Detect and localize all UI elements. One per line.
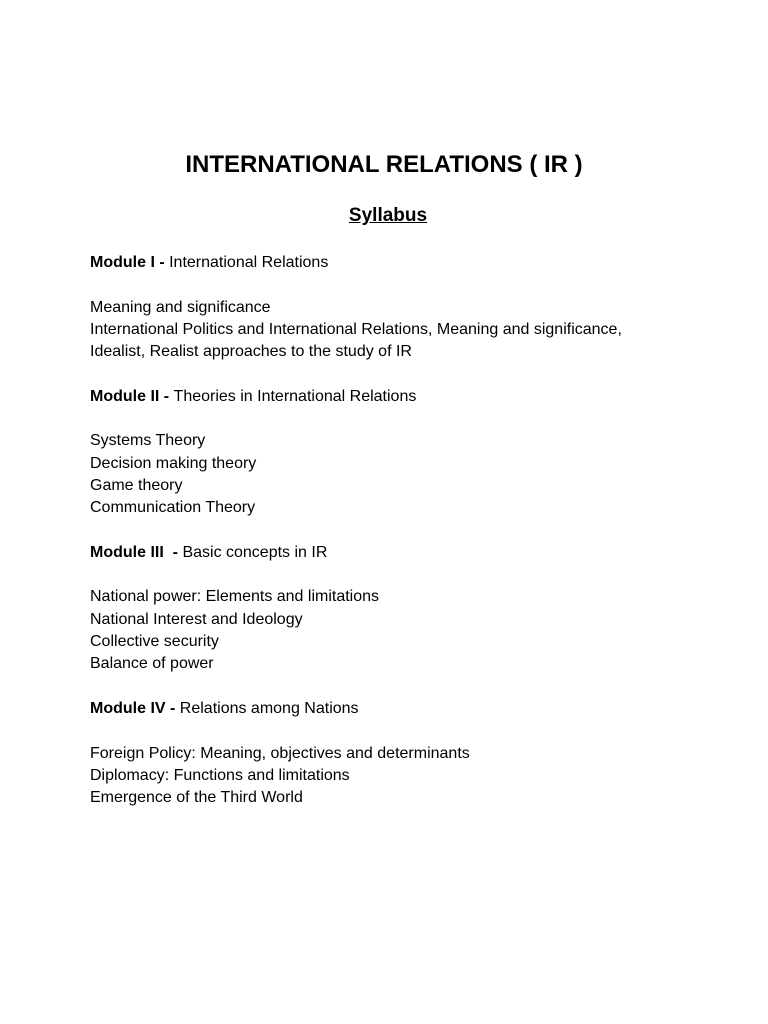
module-heading [90, 698, 730, 720]
module-label: Module I - [90, 254, 170, 271]
module-heading [90, 542, 730, 564]
document-subtitle: Syllabus [348, 205, 428, 226]
topic-item: Emergence of the Third World [90, 789, 303, 807]
module-topic: Theories in International Relations [173, 387, 417, 405]
topic-item: Decision making theory [90, 454, 257, 472]
topic-list [90, 743, 730, 810]
topic-item: Communication Theory [90, 499, 256, 517]
module-section [90, 542, 730, 676]
topic-item: Idealist, Realist approaches to the study of IR [90, 343, 412, 361]
topic-list [90, 297, 730, 364]
topic-item: Foreign Policy: Meaning, objectives and determinants [90, 744, 470, 762]
topic-item: Diplomacy: Functions and limitations [90, 766, 350, 784]
syllabus-content [90, 252, 730, 832]
module-heading [90, 252, 730, 274]
topic-item: International Politics and International Relations, Meaning and significance, [90, 320, 622, 338]
module-heading [90, 386, 730, 408]
topic-item: Collective security [90, 633, 219, 651]
module-section [90, 386, 730, 520]
module-topic: International Relations [169, 254, 329, 271]
module-section [90, 252, 730, 363]
topic-item: Balance of power [90, 655, 214, 673]
module-label: Module II - [90, 387, 174, 405]
module-label: Module IV - [90, 699, 180, 717]
module-topic: Relations among Nations [179, 699, 359, 717]
topic-item: National power: Elements and limitations [90, 588, 380, 606]
module-section [90, 698, 730, 809]
topic-item: Game theory [90, 476, 183, 494]
topic-list [90, 586, 730, 675]
topic-item: Systems Theory [90, 432, 206, 450]
topic-item: Meaning and significance [90, 298, 271, 316]
topic-item: National Interest and Ideology [90, 610, 303, 628]
module-label: Module III - [90, 543, 183, 561]
topic-list [90, 430, 730, 519]
module-topic: Basic concepts in IR [182, 543, 328, 561]
document-title: INTERNATIONAL RELATIONS ( IR ) [185, 151, 583, 178]
